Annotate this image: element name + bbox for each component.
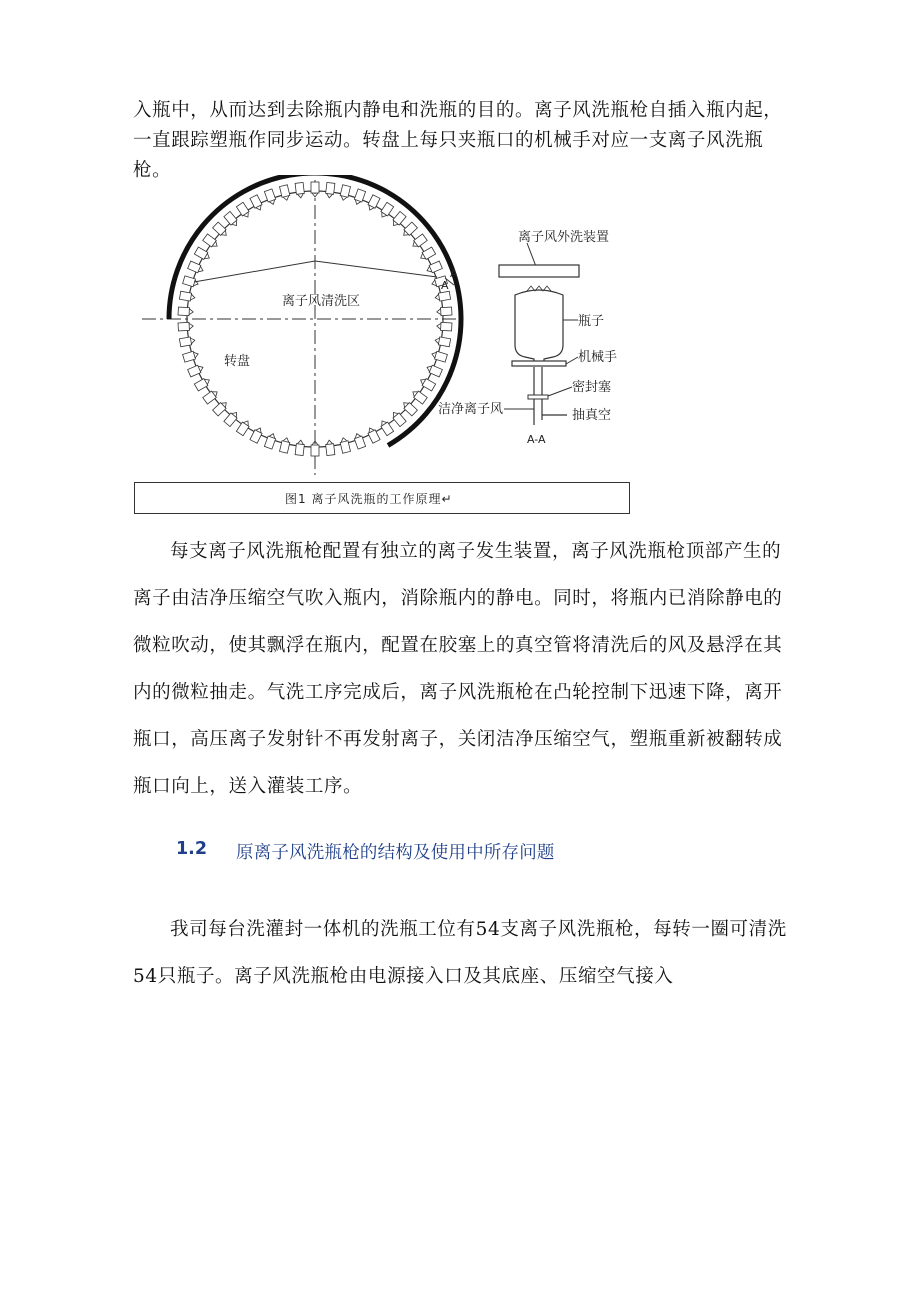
- bottle-mark: [390, 410, 406, 427]
- bottle-mark: [280, 185, 291, 201]
- bottle-mark: [295, 440, 305, 456]
- bottle-mark: [280, 437, 291, 453]
- bottle-mark: [194, 377, 211, 391]
- leader-manipulator: [566, 357, 578, 364]
- bottle-mark: [325, 182, 335, 198]
- bottle-mark: [366, 426, 380, 443]
- bottle-mark: [179, 291, 195, 301]
- paragraph-process: 每支离子风洗瓶枪配置有独立的离子发生装置，离子风洗瓶枪顶部产生的离子由洁净压缩空气吹入瓶内，消除瓶内的静电。同时，将瓶内已消除静电的微粒吹动，使其飘浮在瓶内，配置在胶塞上的真空管将清洗后的风及悬浮在其内的微粒抽走。气洗工序完成后，离子风洗瓶枪在凸轮控制下迅速下降，离开瓶口，高压离子发射针不再发射离子，关闭洁净压缩空气，塑瓶重新被翻转成瓶口向上，送入灌装工序。: [133, 541, 783, 797]
- label-vacuum: 抽真空: [572, 408, 612, 423]
- bottle-mark: [434, 291, 450, 301]
- bottle-mark: [250, 195, 264, 212]
- diagram-section-detail: [438, 229, 617, 446]
- bottle-mark: [401, 222, 417, 238]
- bottle-mark: [264, 189, 277, 206]
- bottle-mark: [178, 307, 193, 316]
- bottle-mark: [264, 432, 277, 449]
- figure-caption: 图1 离子风洗瓶的工作原理↵: [285, 492, 453, 506]
- bottle-mark: [224, 211, 240, 228]
- external-wash-device: [499, 265, 579, 277]
- bottle-mark: [353, 432, 366, 449]
- bottle-mark: [419, 247, 436, 261]
- bottle-mark: [183, 350, 200, 362]
- bottle-mark: [325, 440, 335, 456]
- bottle-mark: [366, 195, 380, 212]
- bottle-mark: [194, 247, 211, 261]
- paragraph-structure: 我司每台洗灌封一体机的洗瓶工位有54支离子风洗瓶枪，每转一圈可清洗54只瓶子。离子风洗瓶枪由电源接入口及其底座、压缩空气接入: [133, 919, 787, 987]
- bottle-mark: [437, 322, 452, 331]
- bottle-mark: [431, 350, 448, 362]
- leader-seal-plug: [548, 387, 572, 396]
- bottle-mark: [425, 364, 442, 377]
- bottle-mark: [311, 182, 319, 197]
- label-section-mark-a1: A: [450, 267, 458, 280]
- diagram-turntable: [132, 175, 632, 485]
- bottle-mark: [250, 426, 264, 443]
- bottle-mark: [213, 400, 229, 416]
- label-bottle: 瓶子: [578, 314, 605, 329]
- label-cleaning-zone: 离子风清洗区: [282, 294, 361, 309]
- seal-plug: [528, 395, 548, 399]
- label-section-view: A-A: [527, 433, 546, 446]
- bottle-mark: [339, 437, 350, 453]
- figure-ion-air-washing: [132, 175, 632, 515]
- bottle-mark: [419, 377, 436, 391]
- bottle-mark: [437, 307, 452, 316]
- label-section-mark-a2: A: [441, 279, 449, 292]
- bottle-mark: [401, 400, 417, 416]
- bottle-shape: [515, 290, 563, 363]
- label-external-device: 离子风外洗装置: [518, 230, 610, 245]
- bottle-mark: [224, 410, 240, 427]
- bottle-mark: [425, 261, 442, 274]
- figure-caption-box: [134, 482, 630, 514]
- label-clean-ion-air: 洁净离子风: [438, 402, 504, 417]
- section-title: 原离子风洗瓶枪的结构及使用中所存问题: [236, 843, 555, 863]
- bottle-mark: [178, 322, 193, 331]
- bottle-mark: [390, 211, 406, 228]
- bottle-mark: [295, 182, 305, 198]
- label-manipulator: 机械手: [578, 350, 618, 365]
- manipulator-plate: [512, 361, 566, 366]
- bottle-mark: [353, 189, 366, 206]
- bottle-mark: [188, 261, 205, 274]
- bottle-mark: [339, 185, 350, 201]
- label-seal-plug: 密封塞: [572, 380, 612, 395]
- bottle-mark: [188, 364, 205, 377]
- section-heading: [0, 833, 920, 867]
- label-turntable: 转盘: [224, 354, 251, 369]
- paragraph-intro: 入瓶中，从而达到去除瓶内静电和洗瓶的目的。离子风洗瓶枪自插入瓶内起，一直跟踪塑瓶作同步运动。转盘上每只夹瓶口的机械手对应一支离子风洗瓶枪。: [133, 100, 783, 181]
- bottle-mark: [213, 222, 229, 238]
- section-number: 1.2: [176, 839, 208, 859]
- bottle-mark: [179, 336, 195, 346]
- bottle-mark: [434, 336, 450, 346]
